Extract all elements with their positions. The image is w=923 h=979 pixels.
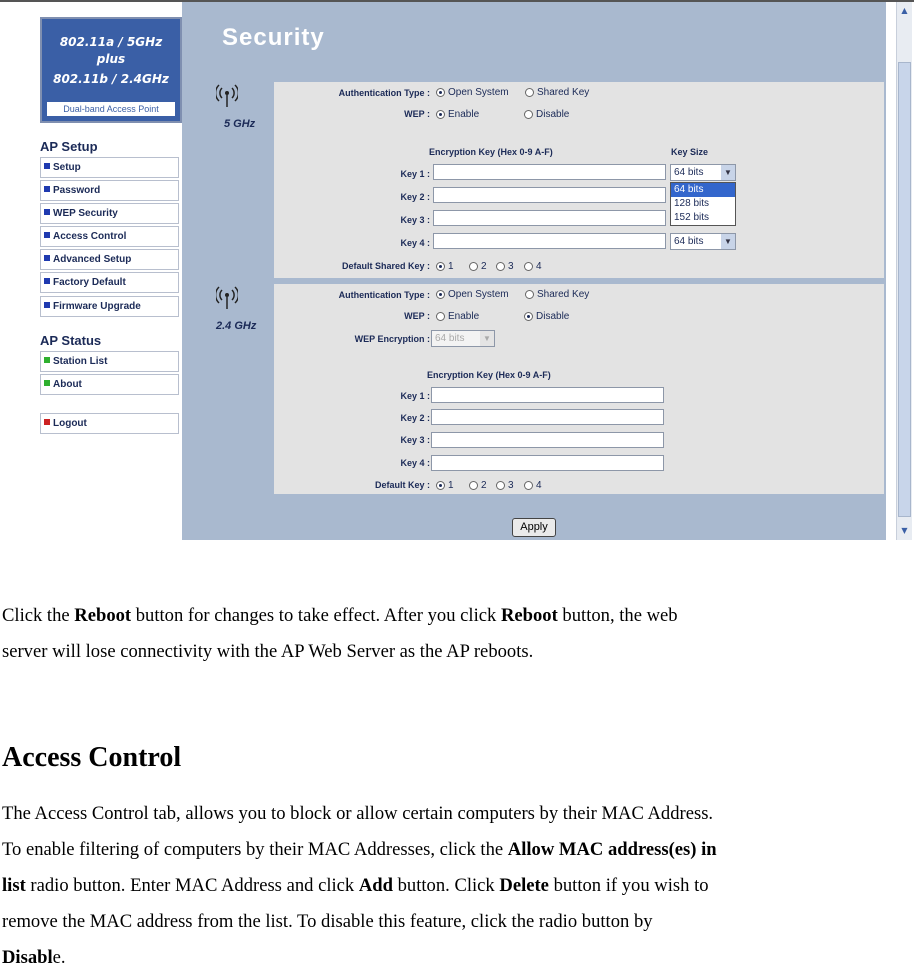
key1-input-5ghz[interactable] — [433, 164, 666, 180]
antenna-icon — [216, 286, 238, 310]
key-size-option-128[interactable]: 128 bits — [674, 198, 710, 209]
nav-access-control[interactable] — [40, 226, 179, 247]
band-label-24ghz: 2.4 GHz — [216, 320, 257, 332]
wep-label-5ghz: WEP : — [404, 109, 430, 119]
square-bullet-icon — [44, 278, 50, 284]
nav-firmware-upgrade-label: Firmware Upgrade — [53, 301, 141, 312]
key4-label-24ghz: Key 4 : — [400, 458, 430, 468]
wep-disable-24ghz-label: Disable — [536, 311, 570, 322]
reboot-paragraph — [0, 598, 923, 670]
band-label-5ghz: 5 GHz — [224, 118, 256, 130]
default-key-3-label: 3 — [508, 261, 514, 272]
key2-label-24ghz: Key 2 : — [400, 413, 430, 423]
nav-factory-default[interactable] — [40, 272, 179, 293]
nav-station-list-label: Station List — [53, 356, 108, 367]
radio-checked-icon — [524, 312, 533, 321]
ac-line-4: remove the MAC address from the list. To disable this feature, click the radio button by — [2, 911, 653, 932]
default-key-4-5ghz[interactable] — [524, 261, 542, 272]
default-key-4-label: 4 — [536, 261, 542, 272]
auth-type-label-5ghz: Authentication Type : — [338, 88, 430, 98]
scrollbar-thumb[interactable] — [898, 62, 911, 517]
ap-status-heading: AP Status — [40, 333, 102, 348]
radio-checked-icon — [436, 262, 445, 271]
square-bullet-icon — [44, 186, 50, 192]
key4-label-5ghz: Key 4 : — [400, 238, 430, 248]
radio-icon — [525, 290, 534, 299]
ap-setup-heading: AP Setup — [40, 139, 98, 154]
nav-setup-label: Setup — [53, 162, 81, 173]
ac-line-5: Disable. — [2, 947, 66, 968]
wep-disable-5ghz-label: Disable — [536, 109, 570, 120]
radio-icon — [524, 481, 533, 490]
nav-factory-default-label: Factory Default — [53, 277, 126, 288]
reboot-line-2: server will lose connectivity with the AP Web Server as the AP reboots. — [2, 641, 534, 662]
radio-icon — [469, 262, 478, 271]
auth-open-system-5ghz-label: Open System — [448, 87, 509, 98]
nav-wep-security-label: WEP Security — [53, 208, 118, 219]
logo-tagline: Dual-band Access Point — [46, 101, 176, 117]
key4-size-select-5ghz[interactable] — [670, 233, 736, 250]
wep-enable-5ghz-label: Enable — [448, 109, 480, 120]
key-size-option-152[interactable]: 152 bits — [674, 212, 710, 223]
logo-line-plus: plus — [96, 52, 126, 66]
key3-input-5ghz[interactable] — [433, 210, 666, 226]
key2-input-5ghz[interactable] — [433, 187, 666, 203]
ac-line-1: The Access Control tab, allows you to block or allow certain computers by their MAC Address. — [2, 803, 714, 824]
wep-label-24ghz: WEP : — [404, 311, 430, 321]
add-keyword: Add — [358, 875, 393, 896]
nav-password-label: Password — [53, 185, 101, 196]
apply-button[interactable]: Apply — [512, 518, 556, 537]
chevron-down-icon: ▼ — [721, 234, 735, 249]
wep-disable-24ghz[interactable] — [524, 311, 569, 322]
default-key-3-label: 3 — [508, 480, 514, 491]
key3-input-24ghz[interactable] — [431, 432, 664, 448]
panel-5ghz — [274, 82, 884, 278]
radio-icon — [436, 312, 445, 321]
default-key-1-label: 1 — [448, 261, 454, 272]
default-key-1-label: 1 — [448, 480, 454, 491]
nav-access-control-label: Access Control — [53, 231, 127, 242]
nav-advanced-setup-label: Advanced Setup — [53, 254, 132, 265]
square-bullet-icon — [44, 232, 50, 238]
wep-enable-5ghz[interactable] — [436, 109, 479, 120]
left-nav-panel — [0, 2, 182, 540]
wep-enable-24ghz[interactable] — [436, 311, 479, 322]
vertical-scrollbar[interactable] — [896, 2, 912, 540]
radio-icon — [525, 88, 534, 97]
radio-checked-icon — [436, 481, 445, 490]
section-heading: Access Control — [2, 742, 182, 773]
key1-size-value: 64 bits — [674, 167, 704, 178]
key-size-option-64[interactable]: 64 bits — [671, 183, 735, 197]
encryption-key-header-5ghz: Encryption Key (Hex 0-9 A-F) — [429, 147, 553, 157]
chevron-down-icon: ▼ — [480, 331, 494, 346]
key4-size-value: 64 bits — [674, 236, 704, 247]
default-key-label-24ghz: Default Key : — [374, 480, 430, 490]
key3-label-24ghz: Key 3 : — [400, 435, 430, 445]
key1-label-24ghz: Key 1 : — [400, 391, 430, 401]
product-logo — [40, 17, 182, 123]
key4-input-5ghz[interactable] — [433, 233, 666, 249]
ac-line-3: list radio button. Enter MAC Address and click Add button. Click Delete button if you wish to — [2, 875, 709, 896]
radio-icon — [524, 262, 533, 271]
reboot-line-1: Click the Reboot button for changes to take effect. After you click Reboot button, the web — [2, 605, 678, 626]
nav-about-label: About — [53, 379, 82, 390]
security-main-panel — [182, 2, 886, 540]
nav-station-list[interactable] — [40, 351, 179, 372]
radio-checked-icon — [436, 290, 445, 299]
radio-checked-icon — [436, 88, 445, 97]
reboot-keyword: Reboot — [500, 605, 558, 626]
auth-open-system-24ghz-label: Open System — [448, 289, 509, 300]
default-key-2-label: 2 — [481, 480, 487, 491]
square-bullet-icon — [44, 209, 50, 215]
radio-checked-icon — [436, 110, 445, 119]
access-control-paragraph — [0, 796, 923, 976]
wep-encryption-label-24ghz: WEP Encryption : — [354, 334, 430, 344]
delete-keyword: Delete — [499, 875, 549, 896]
key3-label-5ghz: Key 3 : — [400, 215, 430, 225]
auth-shared-key-24ghz[interactable] — [525, 289, 589, 300]
auth-shared-key-5ghz[interactable] — [525, 87, 589, 98]
page-title: Security — [222, 24, 325, 51]
default-key-2-24ghz[interactable] — [469, 480, 487, 491]
scroll-up-icon[interactable]: ▲ — [901, 6, 908, 15]
nav-setup[interactable] — [40, 157, 179, 178]
nav-password[interactable] — [40, 180, 179, 201]
key1-label-5ghz: Key 1 : — [400, 169, 430, 179]
nav-logout-label: Logout — [53, 418, 87, 429]
key1-size-select-5ghz[interactable] — [670, 164, 736, 181]
default-key-1-5ghz[interactable] — [436, 261, 454, 272]
square-bullet-icon — [44, 163, 50, 169]
allow-mac-keyword: Allow MAC address(es) in — [507, 839, 717, 860]
disable-keyword: Disabl — [2, 947, 53, 968]
default-key-3-24ghz[interactable] — [496, 480, 514, 491]
key2-input-24ghz[interactable] — [431, 409, 664, 425]
encryption-key-header-24ghz: Encryption Key (Hex 0-9 A-F) — [427, 370, 551, 380]
square-bullet-icon — [44, 419, 50, 425]
wep-enable-24ghz-label: Enable — [448, 311, 480, 322]
nav-about[interactable] — [40, 374, 179, 395]
square-bullet-icon — [44, 255, 50, 261]
default-shared-key-label-5ghz: Default Shared Key : — [341, 261, 430, 271]
default-key-1-24ghz[interactable] — [436, 480, 454, 491]
key2-label-5ghz: Key 2 : — [400, 192, 430, 202]
auth-open-system-5ghz[interactable] — [436, 87, 509, 98]
nav-firmware-upgrade[interactable] — [40, 296, 179, 317]
antenna-icon — [216, 84, 238, 108]
radio-icon — [469, 481, 478, 490]
nav-logout[interactable] — [40, 413, 179, 434]
key1-input-24ghz[interactable] — [431, 387, 664, 403]
default-key-4-24ghz[interactable] — [524, 480, 542, 491]
logo-line-5ghz: 802.11a / 5GHz — [59, 35, 163, 49]
square-bullet-icon — [44, 380, 50, 386]
radio-icon — [496, 262, 505, 271]
wep-disable-5ghz[interactable] — [524, 109, 569, 120]
logo-line-24ghz: 802.11b / 2.4GHz — [53, 72, 169, 86]
scroll-down-icon[interactable]: ▼ — [901, 526, 908, 535]
ac-line-2: To enable filtering of computers by their MAC Addresses, click the Allow MAC address(es) in — [2, 839, 717, 860]
wep-encryption-select-24ghz[interactable] — [431, 330, 495, 347]
auth-open-system-24ghz[interactable] — [436, 289, 509, 300]
chevron-down-icon: ▼ — [721, 165, 735, 180]
square-bullet-icon — [44, 302, 50, 308]
key-size-header-5ghz: Key Size — [671, 147, 709, 157]
default-key-2-5ghz[interactable] — [469, 261, 487, 272]
nav-advanced-setup[interactable] — [40, 249, 179, 270]
auth-shared-key-5ghz-label: Shared Key — [537, 87, 590, 98]
square-bullet-icon — [44, 357, 50, 363]
key-size-dropdown-list — [670, 182, 736, 226]
auth-shared-key-24ghz-label: Shared Key — [537, 289, 590, 300]
wep-encryption-value: 64 bits — [435, 333, 465, 344]
panel-24ghz — [274, 284, 884, 494]
nav-wep-security[interactable] — [40, 203, 179, 224]
key4-input-24ghz[interactable] — [431, 455, 664, 471]
radio-icon — [524, 110, 533, 119]
reboot-keyword: Reboot — [74, 605, 132, 626]
default-key-4-label: 4 — [536, 480, 542, 491]
radio-icon — [496, 481, 505, 490]
default-key-3-5ghz[interactable] — [496, 261, 514, 272]
default-key-2-label: 2 — [481, 261, 487, 272]
auth-type-label-24ghz: Authentication Type : — [338, 290, 430, 300]
